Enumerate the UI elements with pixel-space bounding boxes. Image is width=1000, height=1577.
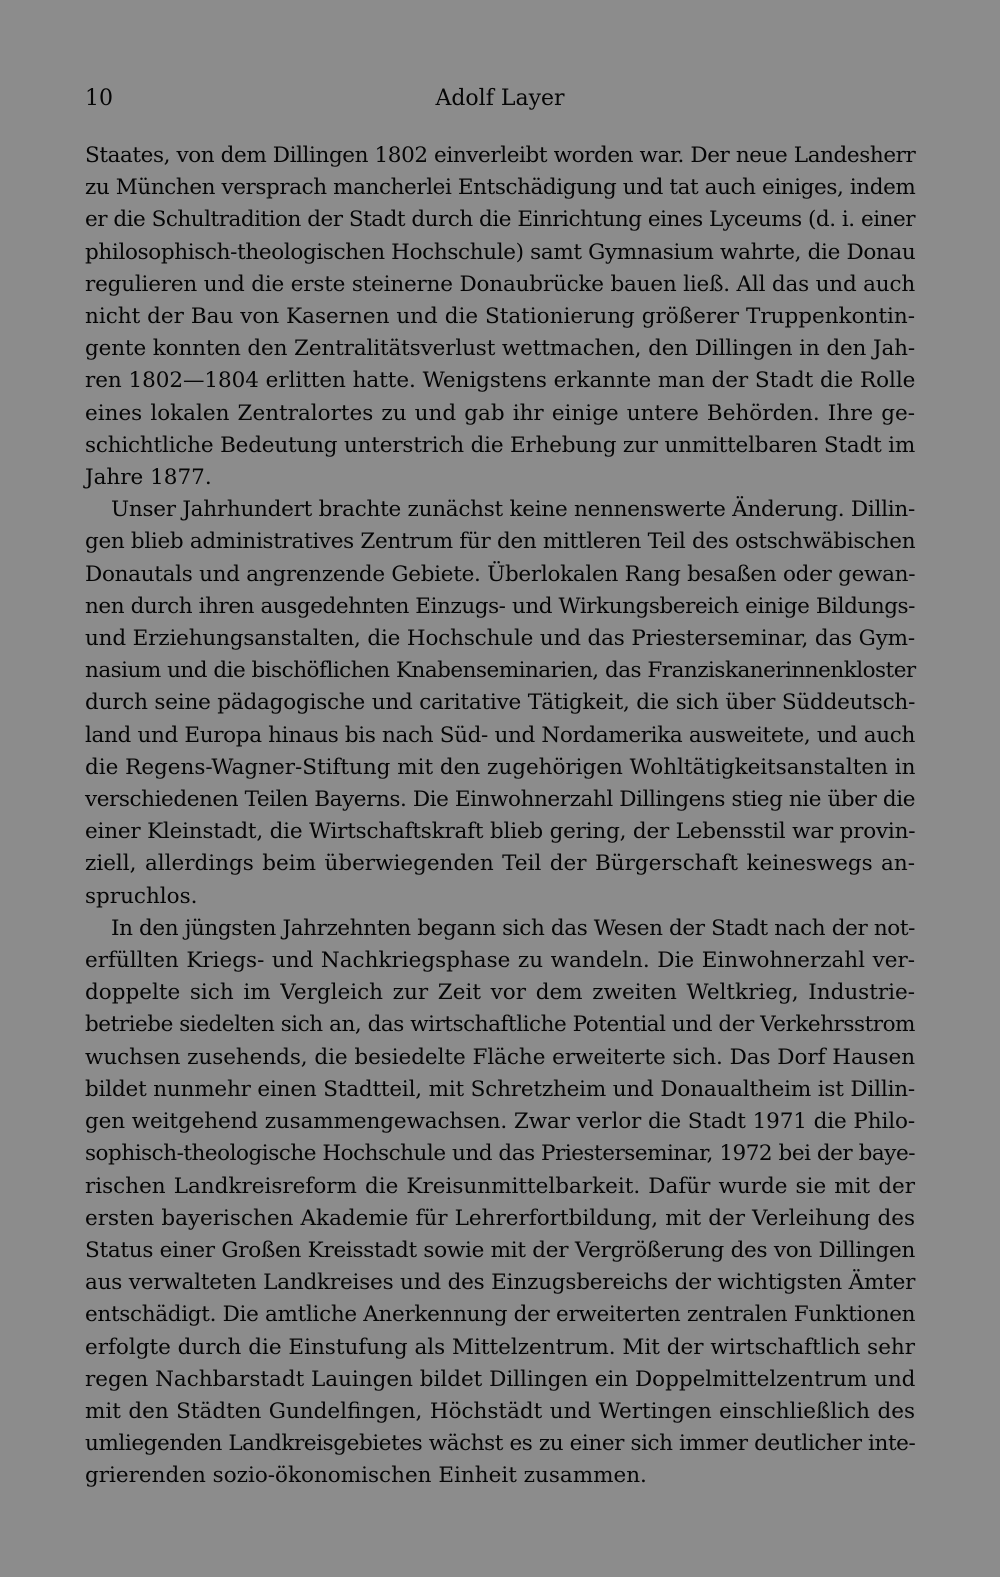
- page-number: 10: [85, 86, 113, 111]
- text-line: Staates, von dem Dillingen 1802 einverleibt worden war. Der neue Landesherr: [85, 143, 916, 168]
- text-line: ersten bayerischen Akademie für Lehrerfortbildung, mit der Verleihung des: [85, 1205, 915, 1231]
- text-line: und Erziehungsanstalten, die Hochschule und das Priesterseminar, das Gym-: [85, 626, 915, 652]
- text-line: Unser Jahrhundert brachte zunächst keine nennenswerte Änderung. Dillin-: [111, 497, 915, 523]
- text-line: zu München versprach mancherlei Entschädigung und tat auch einiges, indem: [85, 175, 916, 201]
- text-line: umliegenden Landkreisgebietes wächst es zu einer sich immer deutlicher inte-: [85, 1431, 916, 1457]
- text-line: sophisch-theologische Hochschule und das Priesterseminar, 1972 bei der baye-: [85, 1141, 915, 1167]
- text-line: nicht der Bau von Kasernen und die Stationierung größerer Truppenkontin-: [85, 304, 915, 330]
- text-line: philosophisch-theologischen Hochschule) samt Gymnasium wahrte, die Donau: [85, 239, 916, 265]
- text-line: Jahre 1877.: [85, 465, 212, 491]
- text-line: gente konnten den Zentralitätsverlust wettmachen, den Dillingen in den Jah-: [85, 336, 915, 362]
- text-line: Donautals und angrenzende Gebiete. Überlokalen Rang besaßen oder gewan-: [85, 561, 916, 587]
- text-line: durch seine pädagogische und caritative Tätigkeit, die sich über Süddeutsch-: [85, 690, 916, 716]
- running-title: Adolf Layer: [435, 86, 565, 111]
- text-line: regulieren und die erste steinerne Donaubrücke bauen ließ. All das und auch: [85, 271, 915, 297]
- text-line: wuchsen zusehends, die besiedelte Fläche erweiterte sich. Das Dorf Hausen: [85, 1044, 915, 1070]
- text-line: erfüllten Kriegs- und Nachkriegsphase zu wandeln. Die Einwohnerzahl ver-: [85, 948, 915, 974]
- body-text: [85, 140, 915, 1493]
- text-line: doppelte sich im Vergleich zur Zeit vor dem zweiten Weltkrieg, Industrie-: [85, 980, 915, 1006]
- text-line: er die Schultradition der Stadt durch die Einrichtung eines Lyceums (d. i. einer: [85, 207, 915, 233]
- text-line: rischen Landkreisreform die Kreisunmittelbarkeit. Dafür wurde sie mit der: [85, 1173, 915, 1199]
- text-line: einer Kleinstadt, die Wirtschaftskraft blieb gering, der Lebensstil war provin-: [85, 819, 916, 845]
- text-line: schichtliche Bedeutung unterstrich die Erhebung zur unmittelbaren Stadt im: [85, 432, 916, 458]
- text-line: entschädigt. Die amtliche Anerkennung der erweiterten zentralen Funktionen: [85, 1302, 916, 1328]
- text-line: Status einer Großen Kreisstadt sowie mit der Vergrößerung des von Dillingen: [85, 1237, 916, 1263]
- text-line: In den jüngsten Jahrzehnten begann sich das Wesen der Stadt nach der not-: [111, 915, 915, 941]
- text-line: grierenden sozio-ökonomischen Einheit zusammen.: [85, 1463, 647, 1489]
- text-line: gen weitgehend zusammengewachsen. Zwar verlor die Stadt 1971 die Philo-: [85, 1109, 915, 1135]
- text-line: spruchlos.: [85, 883, 198, 909]
- text-line: die Regens-Wagner-Stiftung mit den zugehörigen Wohltätigkeitsanstalten in: [85, 754, 916, 780]
- text-line: mit den Städten Gundelfingen, Höchstädt und Wertingen einschließlich des: [85, 1398, 915, 1424]
- text-line: nasium und die bischöflichen Knabenseminarien, das Franziskanerinnenkloster: [85, 658, 916, 684]
- text-line: land und Europa hinaus bis nach Süd- und Nordamerika ausweitete, und auch: [85, 722, 915, 748]
- text-line: aus verwalteten Landkreises und des Einzugsbereichs der wichtigsten Ämter: [85, 1270, 916, 1296]
- text-line: gen blieb administratives Zentrum für den mittleren Teil des ostschwäbischen: [85, 529, 916, 555]
- text-line: betriebe siedelten sich an, das wirtschaftliche Potential und der Verkehrsstrom: [85, 1012, 915, 1038]
- running-head: [85, 82, 915, 116]
- text-line: ren 1802—1804 erlitten hatte. Wenigstens erkannte man der Stadt die Rolle: [85, 368, 916, 394]
- text-line: verschiedenen Teilen Bayerns. Die Einwohnerzahl Dillingens stieg nie über die: [85, 787, 915, 813]
- text-line: bildet nunmehr einen Stadtteil, mit Schretzheim und Donaualtheim ist Dillin-: [85, 1076, 915, 1102]
- text-line: nen durch ihren ausgedehnten Einzugs- und Wirkungsbereich einige Bildungs-: [85, 593, 915, 619]
- text-line: erfolgte durch die Einstufung als Mittelzentrum. Mit der wirtschaftlich sehr: [85, 1334, 915, 1360]
- text-line: regen Nachbarstadt Lauingen bildet Dillingen ein Doppelmittelzentrum und: [85, 1366, 916, 1392]
- paragraph: [85, 140, 915, 494]
- paragraph: [85, 913, 915, 1493]
- text-line: eines lokalen Zentralortes zu und gab ihr einige untere Behörden. Ihre ge-: [85, 400, 915, 426]
- text-line: ziell, allerdings beim überwiegenden Teil der Bürgerschaft keineswegs an-: [85, 851, 915, 877]
- paragraph: [85, 494, 915, 913]
